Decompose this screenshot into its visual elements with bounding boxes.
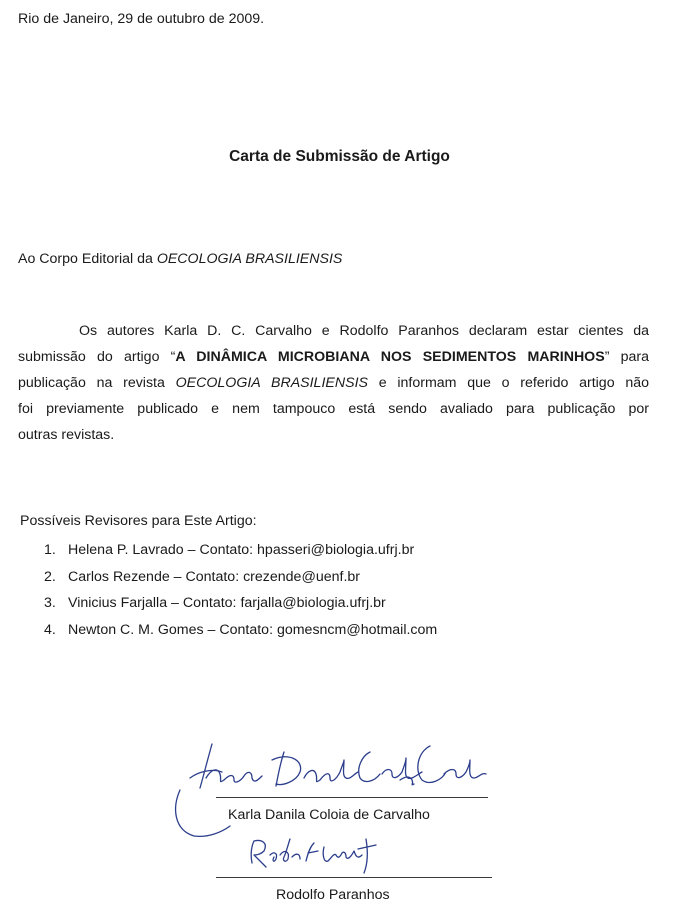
body-line-2-suffix: ” para: [604, 349, 649, 365]
signatory-name-1: Karla Danila Coloia de Carvalho: [228, 807, 430, 823]
body-line-3-prefix: publicação na revista: [18, 375, 176, 391]
reviewers-list: [44, 537, 437, 643]
reviewers-heading: Possíveis Revisores para Este Artigo:: [20, 513, 257, 529]
body-line-4: foi previamente publicado e nem tampouco está sendo avaliado para publicação por: [18, 401, 649, 417]
salutation: [18, 250, 342, 268]
reviewer-text: Vinicius Farjalla – Contato: farjalla@biologia.ufrj.br: [68, 595, 386, 611]
signature-line-1: [216, 797, 488, 798]
letter-body: [18, 318, 649, 448]
letter-date: Rio de Janeiro, 29 de outubro de 2009.: [18, 11, 265, 27]
signature-rodolfo-image: [244, 833, 384, 879]
reviewer-item: [44, 564, 437, 591]
reviewer-text: Newton C. M. Gomes – Contato: gomesncm@hotmail.com: [68, 621, 438, 638]
salutation-prefix: Ao Corpo Editorial da: [18, 251, 157, 267]
reviewer-number: 2.: [44, 568, 56, 585]
reviewer-number: 1.: [44, 542, 56, 558]
body-line-5: outras revistas.: [18, 427, 115, 443]
reviewer-text: Carlos Rezende – Contato: crezende@uenf.br: [68, 568, 361, 585]
body-line-3-suffix: e informam que o referido artigo não: [367, 375, 649, 391]
body-line-3: [18, 370, 649, 396]
body-line-2-prefix: submissão do artigo “: [18, 349, 176, 365]
article-title: A DINÂMICA MICROBIANA NOS SEDIMENTOS MARINHOS: [175, 349, 605, 365]
letter-title: Carta de Submissão de Artigo: [229, 148, 450, 165]
reviewer-text: Helena P. Lavrado – Contato: hpasseri@biologia.ufrj.br: [68, 542, 415, 558]
body-journal: OECOLOGIA BRASILIENSIS: [175, 375, 368, 391]
reviewer-number: 4.: [44, 621, 56, 638]
reviewer-item: [44, 590, 437, 617]
signature-line-2: [216, 877, 492, 878]
salutation-journal: OECOLOGIA BRASILIENSIS: [156, 251, 343, 267]
reviewer-item: [44, 617, 437, 644]
reviewer-number: 3.: [44, 595, 56, 611]
body-line-2: [18, 344, 649, 370]
reviewer-item: [44, 537, 437, 564]
body-line-1: Os autores Karla D. C. Carvalho e Rodolfo Paranhos declaram estar cientes da: [79, 323, 649, 339]
signatory-name-2: Rodolfo Paranhos: [276, 887, 390, 903]
